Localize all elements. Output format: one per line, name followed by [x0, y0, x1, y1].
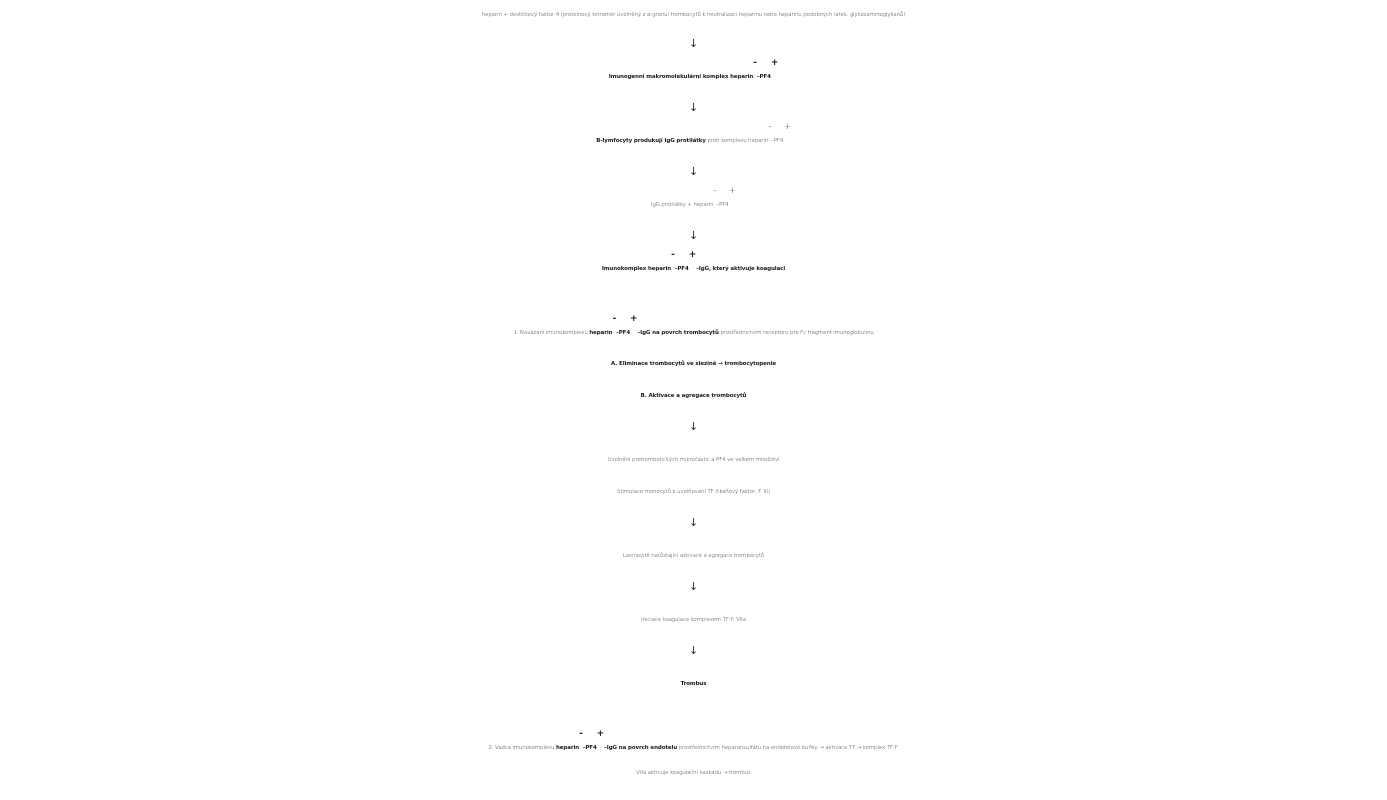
superscript-plus: + — [770, 58, 779, 68]
release-text: Uvolnění protrombotických mikročástic a PF4 ve velkém množství — [607, 457, 780, 463]
igg-antibodies-text: IgG protilátky + heparin — [650, 202, 714, 208]
initiation-line — [0, 609, 1387, 631]
arrow-down-glyph: ↓ — [688, 165, 699, 178]
step2-line2-result-text: trombus — [727, 770, 751, 776]
superscript-plus: + — [728, 186, 737, 196]
b-lymphocytes-rest-text: proti komplexu heparin — [705, 138, 769, 144]
step2-pre-text: 2. Vazba imunokomplexu — [488, 745, 556, 751]
superscript-minus: - — [612, 314, 617, 324]
arrow-down-glyph: ↓ — [688, 37, 699, 50]
step1a-text: A. Eliminace trombocytů ve slezině — [610, 361, 719, 367]
superscript-minus: - — [671, 250, 675, 260]
step1b-line — [0, 385, 1387, 407]
superscript-plus: + — [596, 729, 605, 739]
pf4-text: –PF4 — [674, 266, 689, 272]
step1b-text: B. Aktivace a agregace trombocytů — [640, 393, 747, 399]
step1a-line — [0, 353, 1387, 375]
initiation-text: Iniciace koagulace komplexem TF-F. VIIa — [641, 617, 746, 623]
step2-post-text: prostřednictvím heparansulfátu na endotelové buňky — [677, 745, 820, 751]
arrow-down-glyph: ↓ — [688, 229, 699, 242]
superscript-minus: - — [713, 186, 717, 196]
arrow-down-icon — [0, 225, 1387, 247]
step1-line — [0, 314, 1387, 344]
avalanche-text: Lavinovitě narůstající aktivace a agregace trombocytů — [622, 553, 765, 559]
arrow-down-glyph: ↓ — [688, 420, 699, 433]
step2-line — [0, 729, 1387, 759]
superscript-minus: - — [579, 729, 583, 739]
arrow-down-icon — [0, 512, 1387, 534]
b-lymphocytes-bold-text: B-lymfocyty produkují IgG protilátky — [596, 138, 706, 144]
pf4-text: –PF4 — [771, 138, 784, 144]
pf4-text: –PF4 — [756, 74, 771, 80]
step2-line2 — [0, 762, 1387, 784]
arrow-down-glyph: ↓ — [688, 101, 699, 114]
immunocomplex-line — [0, 250, 1387, 280]
superscript-plus: + — [783, 122, 791, 132]
stimulation-line — [0, 481, 1387, 503]
release-line — [0, 449, 1387, 471]
step2-activation-text: aktivace TF — [823, 745, 857, 751]
arrow-down-icon — [0, 97, 1387, 119]
heparin-pf4-text: heparin + destičkový faktor 4 (proteinový tetramér uvolněný z α-granul trombocytů k neutralizaci heparinu nebo heparinu podobných látek, glykosaminoglykanů) — [481, 12, 906, 18]
superscript-minus: - — [768, 122, 772, 132]
superscript-plus: + — [630, 314, 638, 324]
heparin-pf4-line — [0, 4, 1387, 26]
stimulation-text: Stimulace monocytů k uvolňování TF (tkáňový faktor, F. III) — [617, 489, 770, 495]
immunogenic-complex-text: Imunogenní makromolekulární komplex heparin — [608, 74, 754, 80]
immunocomplex-text: Imunokomplex heparin — [601, 266, 672, 272]
arrow-down-glyph: ↓ — [688, 644, 699, 657]
immunocomplex-suffix-text: –IgG, který aktivuje koagulaci — [696, 266, 786, 272]
pf4-text: –PF4 — [716, 202, 729, 208]
arrow-down-icon — [0, 416, 1387, 438]
step1-bold-text: heparin-–PF4+–IgG na povrch trombocytů — [589, 314, 719, 336]
b-lymphocytes-line — [0, 122, 1387, 152]
superscript-minus: - — [753, 58, 757, 68]
arrow-right-icon: → — [718, 361, 723, 367]
arrow-down-icon — [0, 640, 1387, 662]
arrow-down-glyph: ↓ — [688, 580, 699, 593]
step2-complex-text: komplex TF-F. — [861, 745, 899, 751]
arrow-right-icon: → — [819, 745, 824, 751]
step2-line2-text: VIIa aktivuje koagulační kaskádu — [636, 770, 723, 776]
arrow-down-icon — [0, 33, 1387, 55]
step1a-result-text: trombocytopenie — [722, 361, 777, 367]
trombus-line — [0, 673, 1387, 695]
immunogenic-complex-line — [0, 58, 1387, 88]
step1-pre-text: 1. Navázání imunokomplexu — [513, 330, 590, 336]
arrow-down-glyph: ↓ — [688, 516, 699, 529]
arrow-right-icon: → — [722, 770, 728, 776]
arrow-down-icon — [0, 576, 1387, 598]
arrow-right-icon: → — [856, 745, 862, 751]
arrow-down-icon — [0, 161, 1387, 183]
step1-post-text: prostřednictvím receptoru pro Fc fragment imunoglobulinu — [718, 330, 874, 336]
step2-bold-text: heparin-–PF4+–IgG na povrch endotelu — [555, 729, 678, 751]
superscript-plus: + — [688, 250, 697, 260]
avalanche-line — [0, 545, 1387, 567]
trombus-text: Trombus — [680, 681, 707, 687]
igg-antibodies-line — [0, 186, 1387, 216]
